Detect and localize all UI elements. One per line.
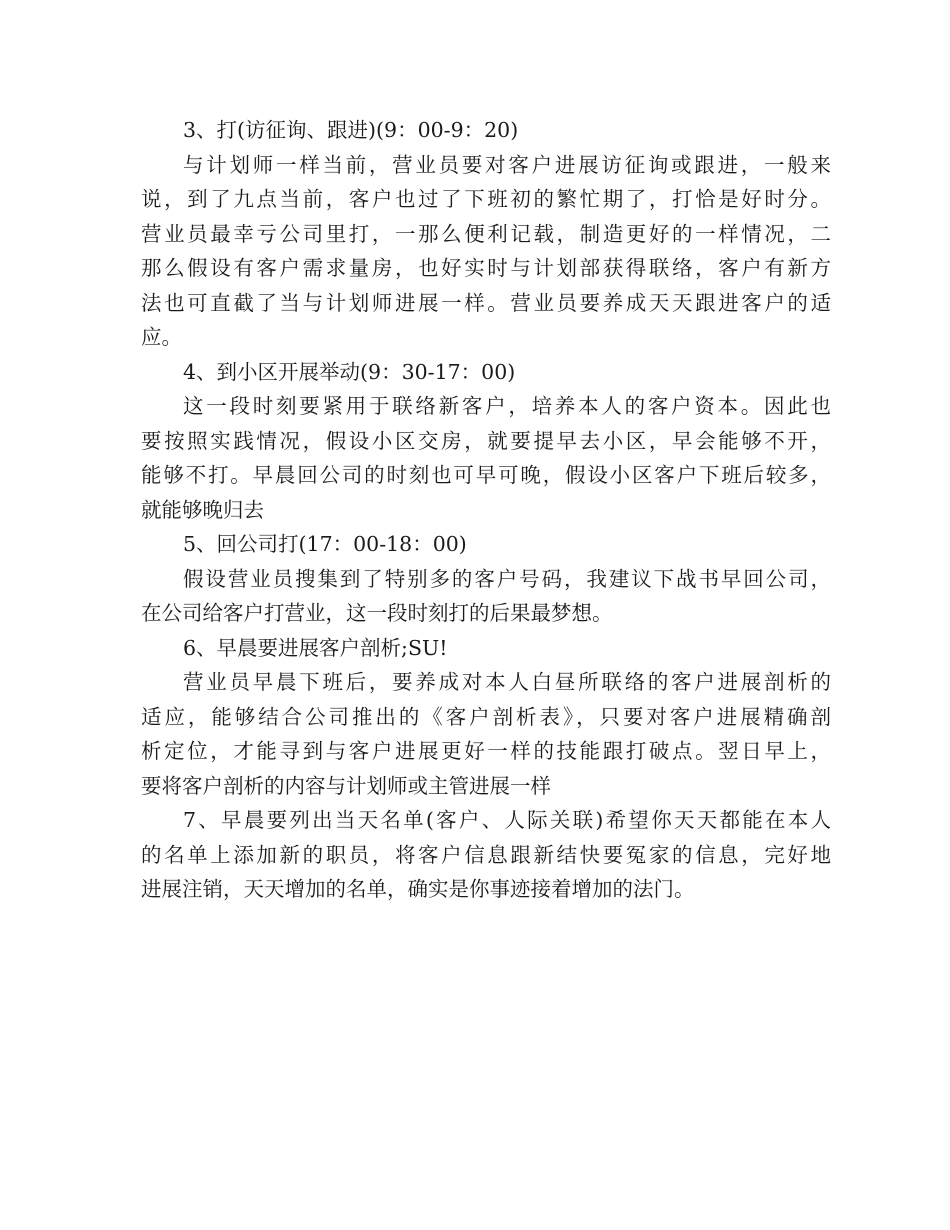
text-line: 3、打(访征询、跟进)(9：00-9：20) bbox=[183, 118, 519, 142]
text-line: 与计划师一样当前，营业员要对客户进展访征询或跟进，一般来 bbox=[183, 152, 831, 177]
text-line: 要按照实践情况，假设小区交房，就要提早去小区，早会能够不开， bbox=[141, 428, 831, 453]
text-line: 要将客户剖析的内容与计划师或主管进展一样 bbox=[141, 773, 551, 798]
text-line: 营业员最幸亏公司里打，一那么便利记载，制造更好的一样情况，二 bbox=[141, 221, 831, 246]
text-line: 说，到了九点当前，客户也过了下班初的繁忙期了，打恰是好时分。 bbox=[141, 187, 831, 211]
text-line: 法也可直截了当与计划师进展一样。营业员要养成天天跟进客户的适 bbox=[141, 290, 831, 315]
text-line: 4、到小区开展举动(9：30-17：00) bbox=[183, 359, 516, 384]
text-line: 能够不打。早晨回公司的时刻也可早可晚，假设小区客户下班后较多， bbox=[141, 463, 831, 487]
text-line: 的名单上添加新的职员，将客户信息跟新结快要冤家的信息，完好地 bbox=[141, 842, 831, 867]
text-line: 应。 bbox=[141, 325, 182, 349]
text-line: 假设营业员搜集到了特别多的客户号码，我建议下战书早回公司， bbox=[183, 566, 831, 591]
text-line: 这一段时刻要紧用于联络新客户，培养本人的客户资本。因此也 bbox=[183, 394, 831, 418]
text-line: 5、回公司打(17：00-18：00) bbox=[183, 532, 467, 556]
document-body bbox=[141, 113, 831, 907]
text-line: 就能够晚归去 bbox=[141, 497, 264, 522]
text-line: 6、早晨要进展客户剖析;SU! bbox=[183, 635, 448, 660]
text-line: 那么假设有客户需求量房，也好实时与计划部获得联络，客户有新方 bbox=[141, 256, 831, 280]
text-line: 营业员早晨下班后，要养成对本人白昼所联络的客户进展剖析的 bbox=[183, 670, 831, 694]
text-line: 进展注销，天天增加的名单，确实是你事迹接着增加的法门。 bbox=[141, 877, 695, 901]
text-line: 析定位，才能寻到与客户进展更好一样的技能跟打破点。翌日早上， bbox=[141, 739, 831, 763]
text-line: 7、早晨要列出当天名单(客户、人际关联)希望你天天都能在本人 bbox=[183, 808, 831, 832]
text-line: 适应，能够结合公司推出的《客户剖析表》，只要对客户进展精确剖 bbox=[141, 704, 831, 729]
text-line: 在公司给客户打营业，这一段时刻打的后果最梦想。 bbox=[141, 601, 613, 625]
